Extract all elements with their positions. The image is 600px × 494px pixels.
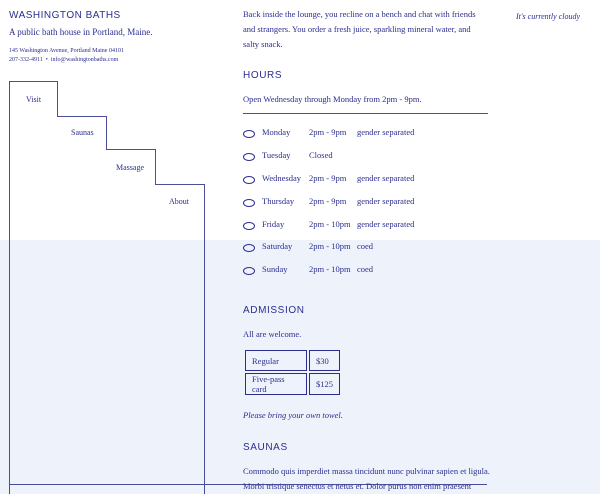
hours-dot-icon xyxy=(243,267,255,275)
hours-time: 2pm - 9pm xyxy=(309,173,347,183)
hours-day: Saturday xyxy=(262,241,293,251)
phone-link[interactable]: 207-332-4911 xyxy=(9,57,43,63)
nav-item-about[interactable]: About xyxy=(169,197,189,206)
nav-step-line xyxy=(9,81,57,82)
hours-dot-icon xyxy=(243,176,255,184)
price-label: Five-pass card xyxy=(245,373,307,395)
intro-paragraph: Back inside the lounge, you recline on a bench and chat with friends and strangers. You order a fresh juice, sparkling mineral water, and salty snack. xyxy=(243,9,476,49)
separator: • xyxy=(45,57,48,63)
price-table xyxy=(243,348,342,397)
nav-item-visit[interactable]: Visit xyxy=(26,95,42,104)
nav-step-line xyxy=(106,149,155,150)
hours-day: Sunday xyxy=(262,264,288,274)
hours-note: coed xyxy=(357,241,374,251)
table-row xyxy=(245,373,340,395)
nav-step-line xyxy=(155,184,204,185)
hours-day: Friday xyxy=(262,219,285,229)
sidebar-left-border xyxy=(9,81,10,494)
hours-day: Thursday xyxy=(262,196,295,206)
towel-note: Please bring your own towel. xyxy=(243,410,343,420)
saunas-text-line: Commodo quis imperdiet massa tincidunt nunc pulvinar sapien et ligula. xyxy=(243,466,490,476)
nav-step-line xyxy=(57,81,58,116)
price-value: $30 xyxy=(309,350,340,371)
weather-status: It's currently cloudy xyxy=(515,12,580,21)
hours-summary: Open Wednesday through Monday from 2pm - 9pm. xyxy=(243,94,422,104)
nav-step-line xyxy=(57,116,106,117)
email-link[interactable]: info@washingtonbaths.com xyxy=(50,57,119,63)
hours-dot-icon xyxy=(243,130,255,138)
hours-day: Tuesday xyxy=(262,150,291,160)
hours-time: Closed xyxy=(309,150,333,160)
nav-step-line xyxy=(106,116,107,149)
hours-time: 2pm - 10pm xyxy=(309,264,351,274)
hours-divider xyxy=(243,113,488,114)
hours-dot-icon xyxy=(243,153,255,161)
site-title[interactable]: WASHINGTON BATHS xyxy=(9,10,121,21)
tagline: A public bath house in Portland, Maine. xyxy=(9,27,153,37)
hours-note: gender separated xyxy=(357,196,415,206)
hours-dot-icon xyxy=(243,199,255,207)
hours-note: coed xyxy=(357,264,374,274)
hours-dot-icon xyxy=(243,222,255,230)
admission-heading: ADMISSION xyxy=(243,305,305,316)
hours-heading: HOURS xyxy=(243,70,283,81)
hours-time: 2pm - 9pm xyxy=(309,127,347,137)
hours-note: gender separated xyxy=(357,173,415,183)
saunas-heading: SAUNAS xyxy=(243,442,288,453)
hours-note: gender separated xyxy=(357,127,415,137)
hours-note: gender separated xyxy=(357,219,415,229)
price-label: Regular xyxy=(245,350,307,371)
sidebar-divider xyxy=(204,184,205,494)
nav-step-line xyxy=(155,149,156,184)
price-value: $125 xyxy=(309,373,340,395)
hours-time: 2pm - 9pm xyxy=(309,196,347,206)
hours-dot-icon xyxy=(243,244,255,252)
hours-day: Wednesday xyxy=(262,173,301,183)
nav-item-saunas[interactable]: Saunas xyxy=(71,128,94,137)
admission-welcome: All are welcome. xyxy=(243,329,302,339)
hours-time: 2pm - 10pm xyxy=(309,241,351,251)
hours-day: Monday xyxy=(262,127,291,137)
table-row xyxy=(245,350,340,371)
hours-time: 2pm - 10pm xyxy=(309,219,351,229)
saunas-text-line xyxy=(243,481,471,484)
nav-item-massage[interactable]: Massage xyxy=(116,163,144,172)
address-text: 145 Washington Avenue, Portland Maine 04101 xyxy=(9,48,124,54)
contact-info xyxy=(9,47,124,65)
